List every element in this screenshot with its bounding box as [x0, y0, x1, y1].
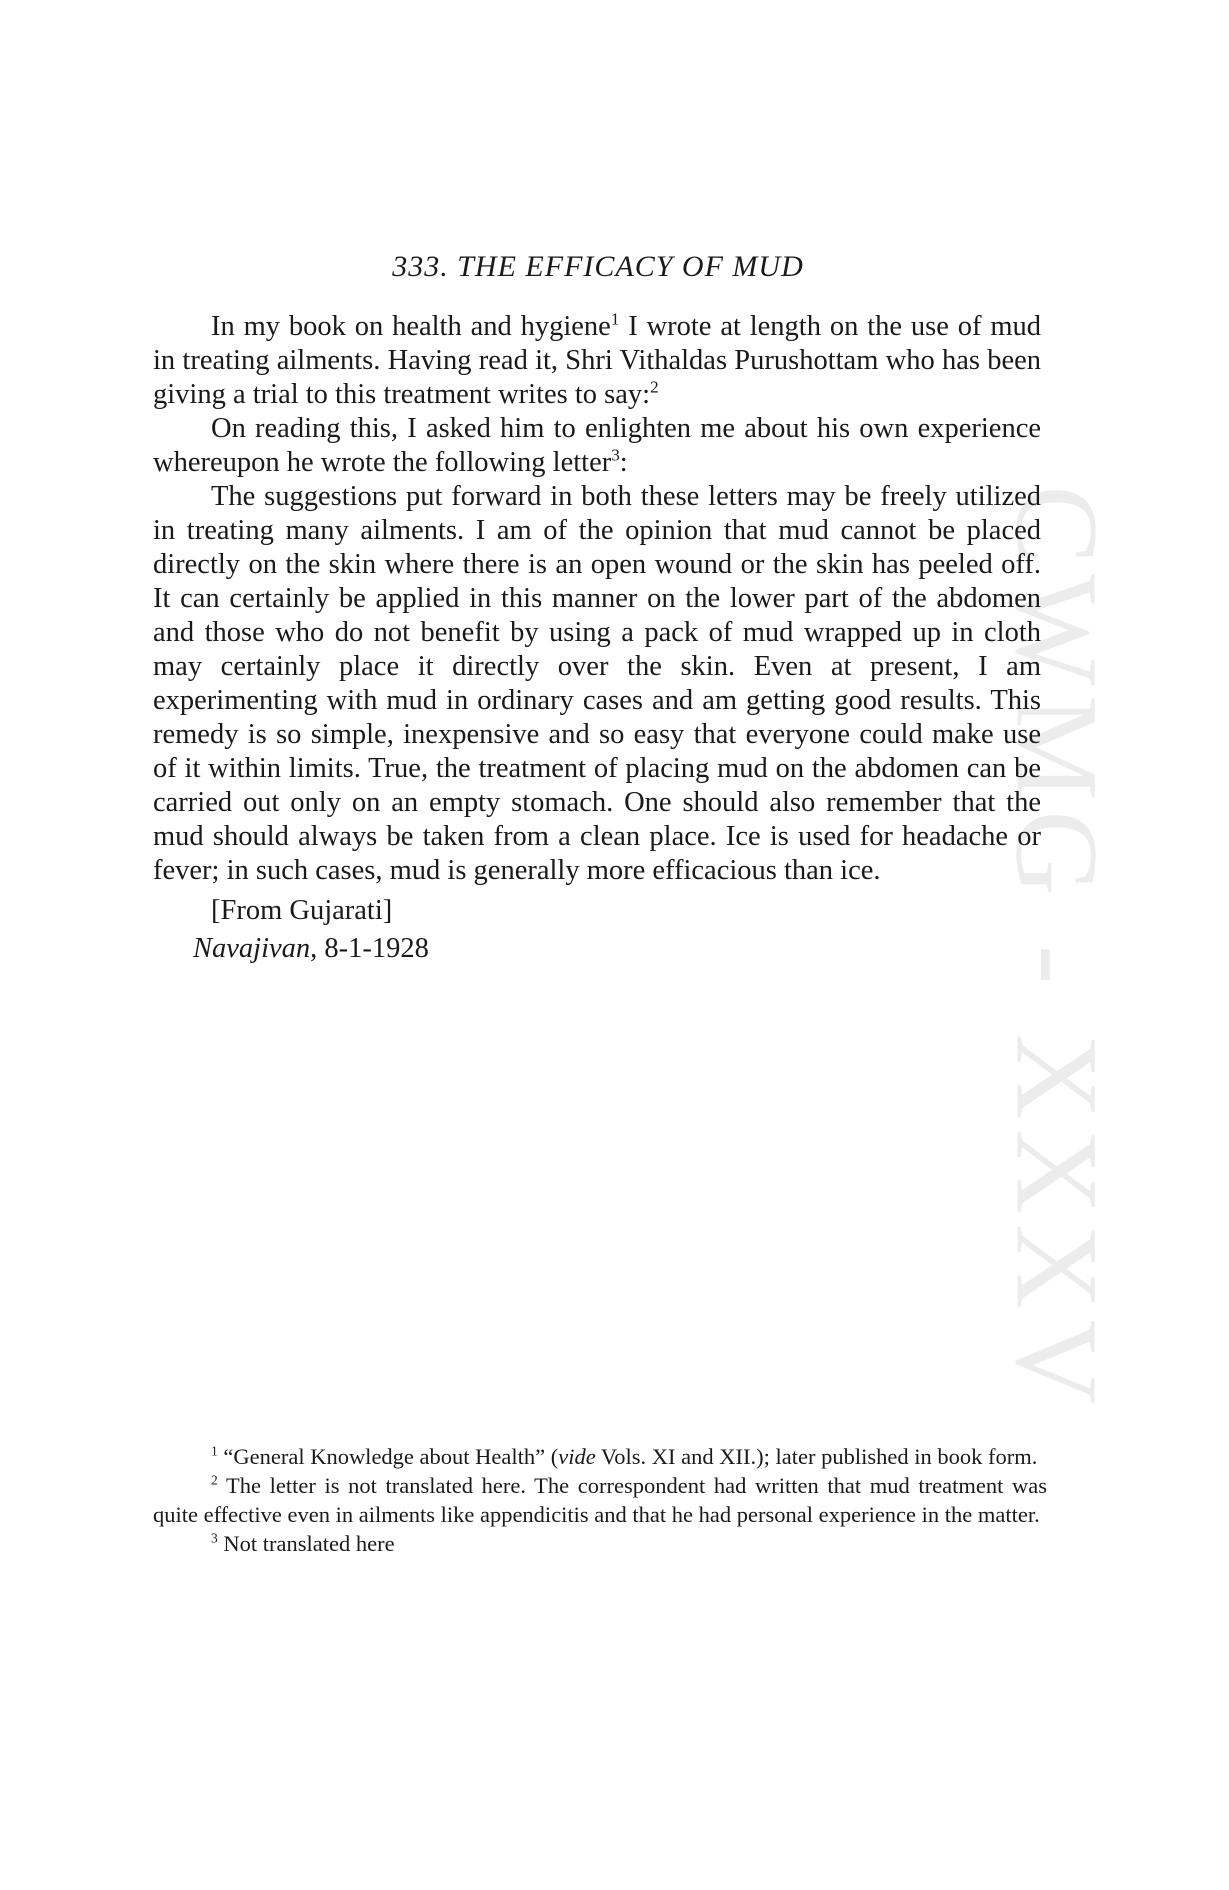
paragraph-1-text-b: I wrote at length on the use of mud in treating ailments. Having read it, Shri Vithaldas Purushottam who has been giving a trial to this treatment writes to say:: [153, 311, 1041, 410]
watermark-text: CWMG - XXXV: [992, 485, 1123, 1415]
footnote-3-mark: 3: [211, 1530, 218, 1546]
page-title: 333. THE EFFICACY OF MUD: [392, 250, 804, 283]
citation-date: , 8-1-1928: [310, 933, 429, 964]
paragraph-1-text-a: In my book on health and hygiene: [211, 311, 611, 342]
footnote-ref-3: 3: [611, 445, 620, 465]
paragraph-2: [153, 412, 1041, 480]
paragraph-2-text-b: :: [619, 447, 628, 478]
footnote-2: [153, 1471, 1047, 1529]
footnote-1-mark: 1: [211, 1443, 218, 1459]
paragraph-3: The suggestions put forward in both these letters may be freely utilized in treating many ailments. I am of the opinion that mud cannot be placed directly on the skin where there is an open wound or the skin has peeled off. It can certainly be applied in this manner on the lower part of the abdomen and those who do not benefit by using a pack of mud wrapped up in cloth may certainly place it directly over the skin. Even at present, I am experimenting with mud in ordinary cases and am getting good results. This remedy is so simple, inexpensive and so easy that everyone could make use of it within limits. True, the treatment of placing mud on the abdomen can be carried out only on an empty stomach. One should also remember that the mud should always be taken from a clean place. Ice is used for headache or fever; in such cases, mud is generally more efficacious than ice.: [153, 481, 1041, 886]
footnote-ref-2: 2: [650, 377, 659, 397]
paragraph-2-text-a: On reading this, I asked him to enlighten me about his own experience whereupon he wrote the following letter: [153, 413, 1041, 478]
footnote-3-text: Not translated here: [217, 1531, 395, 1556]
footnote-ref-1: 1: [610, 309, 620, 329]
footnote-1: [153, 1442, 1047, 1471]
paragraph-1: [153, 310, 1041, 412]
footnote-3: [153, 1529, 1047, 1558]
article-body: [153, 310, 1041, 966]
footnote-2-mark: 2: [211, 1472, 218, 1488]
footnote-2-text: The letter is not translated here. The correspondent had written that mud treatment was quite effective even in ailments like appendicitis and that he had personal experience in the matter.: [153, 1473, 1047, 1527]
citation-publication: Navajivan: [193, 933, 311, 964]
footnote-1-text-a: “General Knowledge about Health” (: [217, 1444, 559, 1469]
footnotes: [153, 1442, 1047, 1558]
footnote-1-text-b: Vols. XI and XII.); later published in book form.: [595, 1444, 1038, 1469]
source-note: [From Gujarati]: [211, 895, 393, 926]
footnote-1-vide: vide: [558, 1444, 596, 1469]
citation: [153, 932, 1041, 966]
